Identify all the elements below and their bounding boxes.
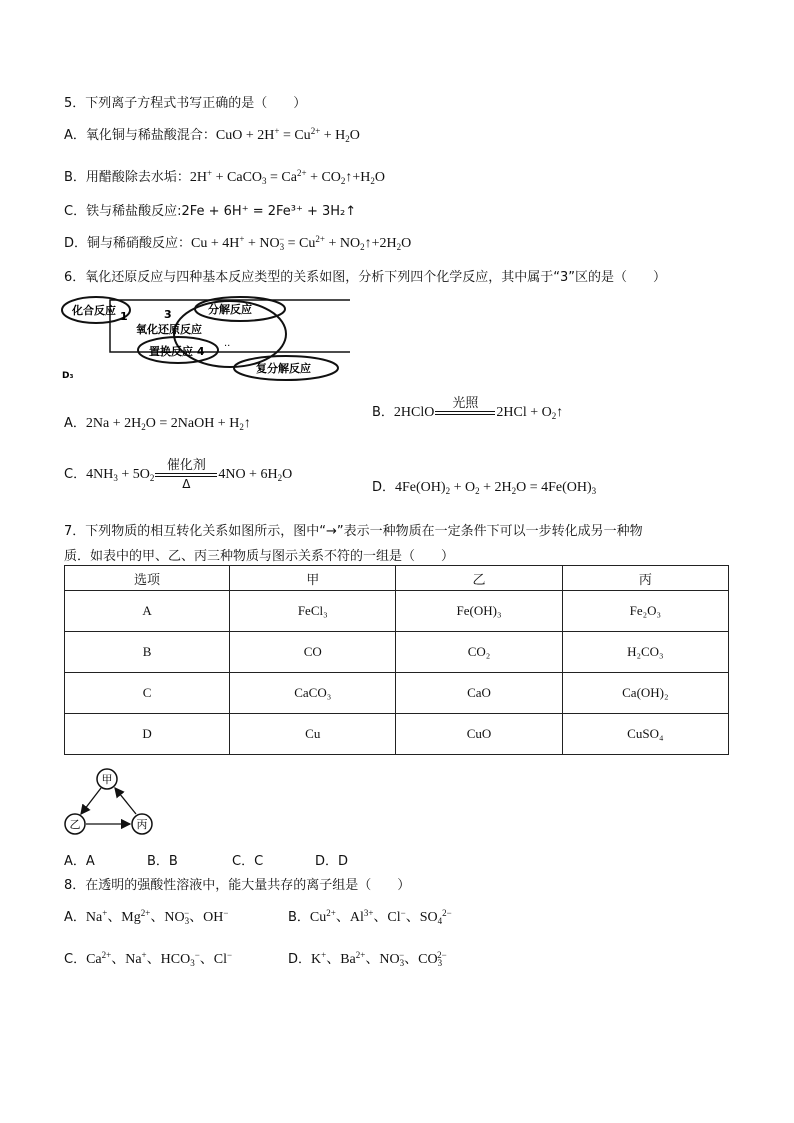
region-1-label: 1 <box>120 310 128 323</box>
q7-header-bing: 丙 <box>562 566 728 591</box>
q7-row-a-bing: Fe₂O₃ <box>562 591 728 632</box>
q8-option-d-label: D． <box>288 952 312 967</box>
q5-option-a-label: A．氧化铜与稀盐酸混合： <box>64 128 216 143</box>
q6-option-c-label: C． <box>64 467 87 482</box>
q5-option-a-equation: CuO + $2H^+ = Cu^{2+} + H_2O$ <box>215 126 360 144</box>
q6-option-b[interactable]: B．2HClO 光照 $2HCl + O_2↑$ <box>372 396 564 421</box>
q6-option-d-equation: $4Fe(OH)_2 + O_2 + 2H_2O = 4Fe(OH)_3$ <box>395 480 597 496</box>
q7-row-a-jia: FeCl₃ <box>230 591 396 632</box>
q7-row-b-jia: CO <box>230 632 396 673</box>
q7-row-b-bing: H₂CO₃ <box>562 632 728 673</box>
q6-option-c-condition-bottom: Δ <box>182 477 191 491</box>
q5-option-c[interactable]: C．铁与稀盐酸反应:2Fe + 6H⁺ = 2Fe³⁺ + 3H₂↑ <box>64 204 357 219</box>
decomposition-label: 分解反应 <box>208 303 252 316</box>
q7-table <box>64 565 729 755</box>
node-jia-label: 甲 <box>101 773 113 786</box>
q7-choice-b[interactable]: B．B <box>147 854 178 869</box>
q7-row-c-option: C <box>65 673 230 714</box>
q6-option-d[interactable] <box>372 476 596 496</box>
q7-choice-d[interactable]: D．D <box>315 854 349 869</box>
q7-stem-line1: 7．下列物质的相互转化关系如图所示，图中“→”表示一种物质在一定条件下可以一步转化成另一种物 <box>64 524 643 539</box>
q8-option-d-ions: K+、$Ba^{2+}$、$NO_3^-$、$CO_3^{2-}$ <box>311 950 447 968</box>
q8-option-b-ions: $Cu^{2+}$、$Al^{3+}$、Cl−、$SO_4^{2-}$ <box>309 908 452 926</box>
q5-option-d-label: D．铜与稀硝酸反应： <box>64 236 192 251</box>
diagram-dots: .. <box>224 338 231 349</box>
q6-option-d-label: D． <box>372 480 396 495</box>
q7-row-a-yi: Fe(OH)₃ <box>396 591 562 632</box>
node-bing-label: 丙 <box>136 818 148 831</box>
q6-option-b-condition: 光照 <box>452 396 479 411</box>
redox-label: 氧化还原反应 <box>136 323 202 336</box>
q5-option-a[interactable] <box>64 124 360 144</box>
q7-row-b-option: B <box>65 632 230 673</box>
table-row <box>65 591 729 632</box>
q6-venn-diagram <box>60 292 350 382</box>
q8-option-d[interactable] <box>288 948 447 968</box>
q5-option-b-equation: 2H+ + CaCO$_3$ = $Ca^{2+}$ + $CO_2↑+H_2O$ <box>189 168 386 186</box>
q5-option-d[interactable] <box>64 232 411 252</box>
q7-row-c-jia: CaCO₃ <box>230 673 396 714</box>
q7-row-d-jia: Cu <box>230 714 396 755</box>
q7-choice-a[interactable]: A．A <box>64 854 95 869</box>
q6-stem: 6．氧化还原反应与四种基本反应类型的关系如图，分析下列四个化学反应，其中属于“3”区的是（ ） <box>64 270 667 285</box>
q7-row-c-bing: Ca(OH)₂ <box>562 673 728 714</box>
q5-stem: 5．下列离子方程式书写正确的是（ ） <box>64 96 307 111</box>
region-3-label: 3 <box>164 308 172 321</box>
table-row <box>65 673 729 714</box>
q6-option-a[interactable] <box>64 412 251 432</box>
double-decomposition-label: 复分解反应 <box>256 362 311 375</box>
q8-stem: 8．在透明的强酸性溶液中，能大量共存的离子组是（ ） <box>64 878 411 893</box>
q7-stem-line2: 质．如表中的甲、乙、丙三种物质与图示关系不符的一组是（ ） <box>64 549 455 564</box>
q8-option-a-ions: Na+、$Mg^{2+}$、$NO_3^-$、OH− <box>85 908 229 926</box>
q6-option-c-condition-top: 催化剂 <box>166 458 206 473</box>
combination-label: 化合反应 <box>72 304 116 317</box>
q7-row-d-option: D <box>65 714 230 755</box>
q6-option-a-label: A． <box>64 416 86 431</box>
q8-option-c-label: C． <box>64 952 87 967</box>
q8-option-b-label: B． <box>288 910 310 925</box>
q7-row-d-yi: CuO <box>396 714 562 755</box>
table-row <box>65 632 729 673</box>
arrow-bing-to-jia <box>115 788 136 814</box>
diagram-corner-mark: D₃ <box>62 371 74 381</box>
q7-row-a-option: A <box>65 591 230 632</box>
replacement-label: 置换反应 4 <box>149 345 205 358</box>
table-row <box>65 714 729 755</box>
q7-choice-c[interactable]: C．C <box>232 854 264 869</box>
q8-option-a-label: A． <box>64 910 86 925</box>
q7-header-yi: 乙 <box>396 566 562 591</box>
q8-option-b[interactable] <box>288 906 452 926</box>
q7-cycle-diagram <box>62 766 162 838</box>
q6-option-b-label: B． <box>372 405 394 420</box>
q7-row-d-bing: CuSO₄ <box>562 714 728 755</box>
arrow-jia-to-yi <box>81 788 101 814</box>
q7-header-jia: 甲 <box>230 566 396 591</box>
q7-row-b-yi: CO₂ <box>396 632 562 673</box>
q5-option-b-label: B．用醋酸除去水垢： <box>64 170 190 185</box>
q8-option-c-ions: $Ca^{2+}$、Na+、$HCO_3^-$、Cl− <box>86 950 233 968</box>
q7-table-header-row <box>65 566 729 591</box>
q6-option-a-equation: $2Na + 2H_2O$ = 2NaOH + $H_2↑$ <box>85 416 251 432</box>
q7-row-c-yi: CaO <box>396 673 562 714</box>
node-yi-label: 乙 <box>69 818 81 831</box>
q8-option-c[interactable] <box>64 948 232 968</box>
q7-header-option: 选项 <box>65 566 230 591</box>
q5-option-d-equation: $Cu + 4H^+ + NO_3^- = Cu^{2+}$ + $NO_2↑+2H_2O$ <box>191 234 412 252</box>
q6-option-c[interactable]: C．$4NH_3 + 5O_2$ 催化剂 Δ $4NO + 6H_2O$ <box>64 458 293 491</box>
q8-option-a[interactable] <box>64 906 228 926</box>
q5-option-b[interactable] <box>64 166 385 186</box>
